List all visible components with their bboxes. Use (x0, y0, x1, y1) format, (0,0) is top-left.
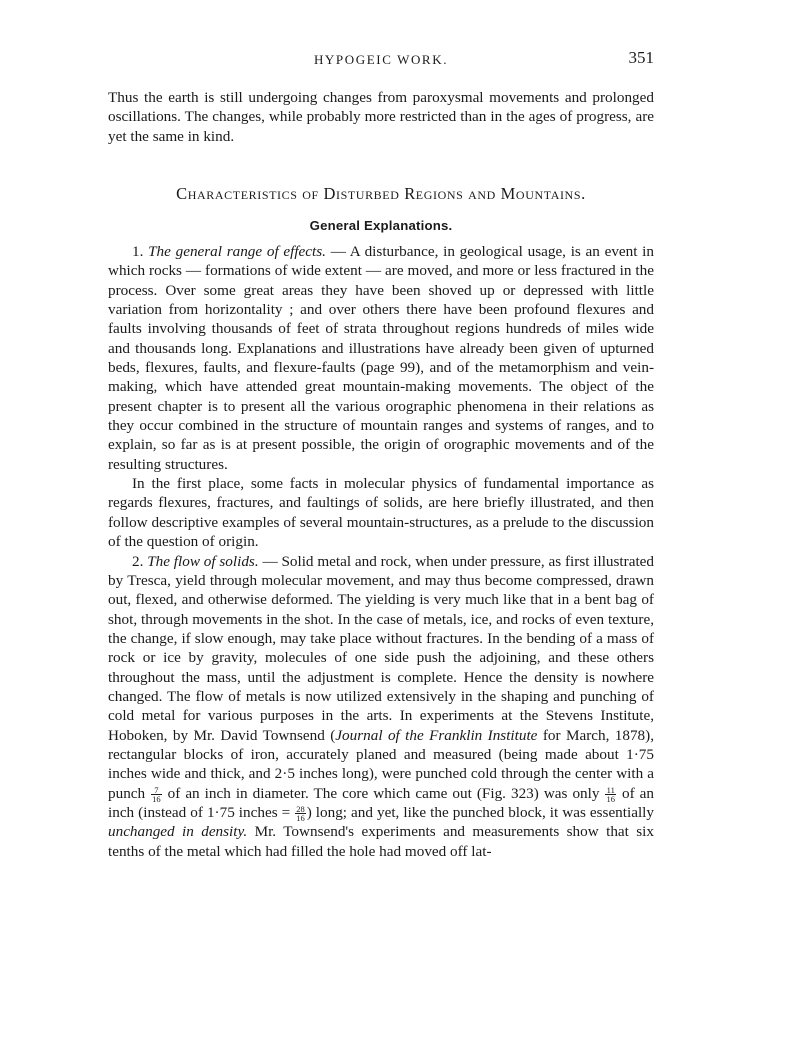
fraction-numerator: 7 (151, 786, 162, 795)
running-title: HYPOGEIC WORK. (313, 52, 449, 67)
fraction-numerator: 11 (606, 784, 615, 795)
page-number: 351 (628, 48, 654, 67)
running-header (108, 48, 654, 72)
paragraph-text: In the first place, some facts in molecular physics of fundamental importance as regards flexures, fractures, and faultings of solids, are here briefly illustrated, and then follow descriptive examples of several mountain-structures, as a prelude to the discussion of the question of origin. (108, 475, 654, 551)
paragraph-number: 1. (132, 243, 144, 260)
intro-paragraph: Thus the earth is still undergoing changes from paroxysmal movements and prolonged oscillations. The changes, while probably more restricted than in the ages of progress, are yet the same in kind. (108, 89, 654, 145)
emphasis-unchanged: unchanged in density. (108, 823, 248, 841)
paragraph-text: — A disturbance, in geological usage, is an event in which rocks — formations of wide extent — are moved, and more or less fractured in the process. Over some great areas they have been shoved up or depressed with little variation from horizontality ; and over others there have been profound flexures and faults involving thousands of feet of strata throughout regions hundreds of miles wide and thousands long. Explanations and illustrations have already been given of upturned beds, flexures, faults, and flexure-faults (page 99), and of the metamorphism and vein-making, which have attended great mountain-making movements. The object of the present chapter is to present all the various orographic phenomena in their relations as they occur combined in the structure of mountain ranges and systems of ranges, and to explain, so far as is at present possible, the origin of orographic movements and of the resulting structures. (108, 243, 654, 473)
paragraph-text: Mr. Townsend's experiments and measurements show that six tenths of the metal which had filled the hole had moved off lat- (108, 823, 654, 860)
fraction-denominator: 16 (152, 793, 161, 804)
paragraph-text: — Solid metal and rock, when under pressure, as first illustrated by Tresca, yield through molecular movement, and may thus become compressed, drawn out, flexed, and otherwise deformed. The yielding is very much like that in a bent bag of shot, through movements in the shot. In the case of metals, ice, and rocks of even texture, the change, if slow enough, may take place without fractures. In the bending of a mass of rock or ice by gravity, molecules of one side push the adjoining, and these others throughout the mass, until the adjustment is complete. Hence the density is nowhere changed. The flow of metals is now utilized extensively in the shaping and punching of cold metal for various purposes in the arts. In experiments at the Stevens Institute, Hoboken, by Mr. David Townsend ( (108, 552, 654, 744)
paragraph-text: for March, 1878), rectangular blocks of iron, accurately planed and measured (being made about 1·75 inches wide and thick, and 2·5 inches long), were punched cold through the center with a punch (108, 726, 655, 802)
paragraph-first-place (108, 474, 654, 551)
body-text (108, 242, 654, 861)
section-title: General Explanations. (309, 218, 453, 233)
fraction-denominator: 16 (606, 793, 615, 804)
fraction-block-length (295, 805, 306, 822)
paragraph-flow-of-solids (108, 552, 654, 862)
fraction-numerator: 28 (296, 803, 305, 814)
journal-title: Journal of the Franklin Institute (335, 726, 538, 744)
paragraph-general-range (108, 242, 654, 474)
intro-paragraph-block (108, 88, 654, 146)
chapter-title: Characteristics of Disturbed Regions and Mountains. (176, 184, 586, 203)
fraction-denominator: 16 (296, 812, 305, 823)
paragraph-lead: The flow of solids. (147, 552, 259, 570)
paragraph-number: 2. (132, 552, 144, 570)
paragraph-text: ) long; and yet, like the punched block, it was essentially (306, 803, 654, 821)
fraction-punch-diameter (151, 786, 162, 803)
paragraph-lead: The general range of effects. (148, 243, 326, 260)
fraction-core-length (605, 786, 616, 803)
paragraph-text: of an inch in diameter. The core which came out (Fig. 323) was only (162, 784, 605, 802)
paragraph-text: of an inch (instead of 1·75 inches = (108, 784, 654, 821)
